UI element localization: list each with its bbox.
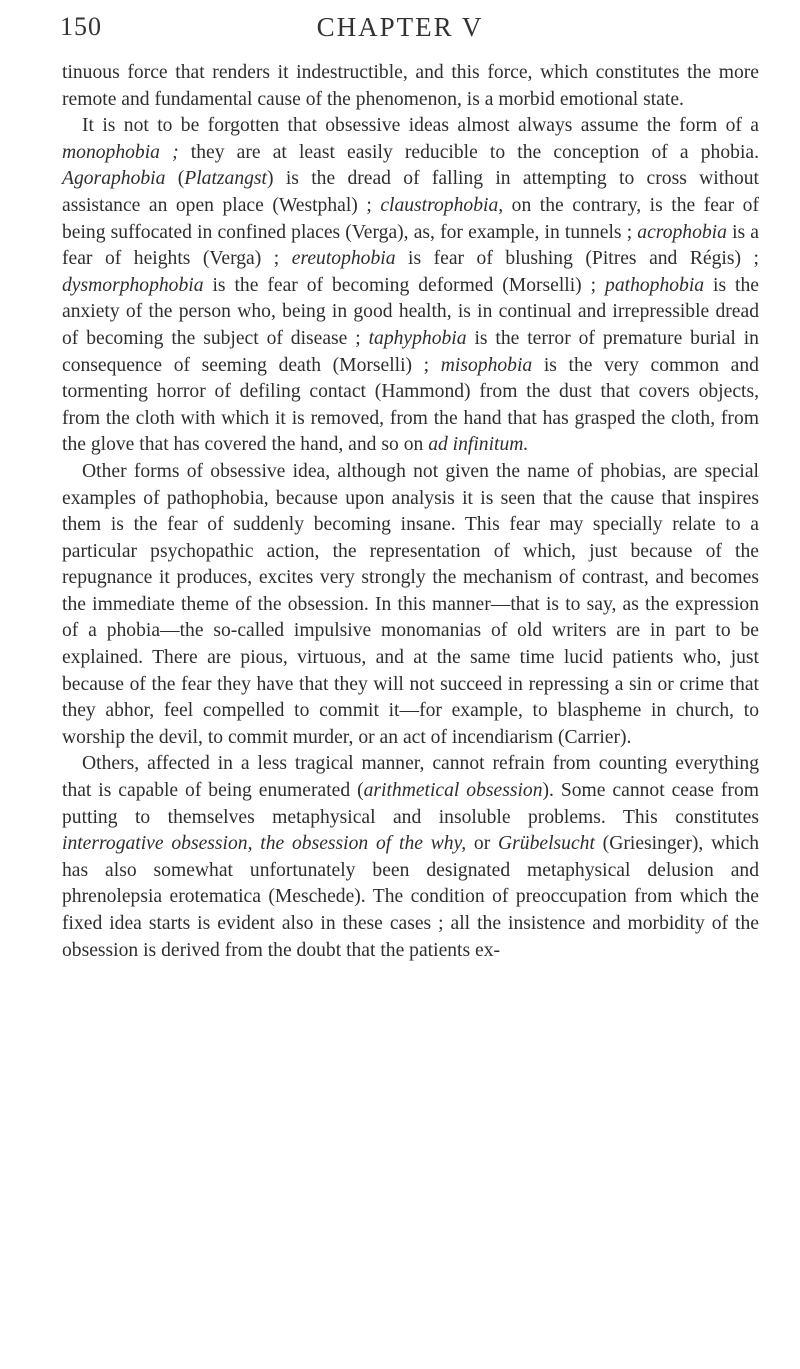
italic-term: dysmorphophobia xyxy=(62,274,204,296)
italic-term: ereutophobia xyxy=(291,248,396,270)
italic-term: acrophobia xyxy=(637,221,727,243)
italic-term: Platzangst xyxy=(184,168,268,190)
italic-term: monophobia ; xyxy=(62,141,179,163)
italic-term: misophobia xyxy=(440,354,533,376)
text-run: on the contrary, is the fear of being suffocated in confined places (Verga), as, for example, in tunnels ; xyxy=(62,194,759,243)
text-run: It is not to be forgotten that obsessive ideas almost always assume the form of a xyxy=(82,115,759,137)
text-run: Others, affected in a less tragical manner, cannot refrain from counting everything that is capable of being enumerated ( xyxy=(62,753,759,802)
running-head: CHAPTER V xyxy=(316,12,484,42)
italic-term: pathophobia xyxy=(605,274,705,296)
text-run: is the fear of becoming deformed (Morselli) ; xyxy=(203,274,606,296)
page-header xyxy=(0,10,800,50)
italic-term: arithmetical obsession xyxy=(363,780,543,802)
text-run: is the very common and tormenting horror of defiling contact (Hammond) from the dust that covers objects, from the cloth with which it is removed, from the hand that has grasped the cloth, from the glove that has covered the hand, and so on xyxy=(62,354,759,456)
text-run: ) is the dread of falling in attempting to cross without assistance an open place (Westphal) ; xyxy=(62,168,759,216)
italic-term: interrogative obsession, the obsession of the why, xyxy=(62,833,467,855)
text-run: ( xyxy=(165,168,185,190)
italic-term: claustrophobia, xyxy=(380,194,504,216)
italic-term: ad infinitum. xyxy=(428,434,529,456)
italic-term: taphyphobia xyxy=(368,327,467,349)
text-run: (Griesinger), which has also somewhat unfortunately been designated metaphysical delusion and phrenolepsia erotematica (Meschede). The condition of preoccupation from which the fixed idea starts is evident also in these cases ; all the insistence and morbidity of the obsession is derived from the doubt that the patients ex- xyxy=(62,833,759,961)
paragraph xyxy=(62,459,759,752)
text-run: is fear of blushing (Pitres and Régis) ; xyxy=(395,248,759,270)
text-run: they are at least easily reducible to the conception of a phobia. xyxy=(178,141,759,163)
italic-term: Agoraphobia xyxy=(62,168,166,190)
text-run: ). Some cannot cease from putting to themselves metaphysical and insoluble problems. This constitutes xyxy=(62,780,759,828)
text-run: is the terror of premature burial in consequence of seeming death (Morselli) ; xyxy=(62,327,759,376)
paragraph xyxy=(62,751,759,964)
italic-term: Grübelsucht xyxy=(498,833,595,855)
text-run: or xyxy=(466,833,499,855)
text-run: is a fear of heights (Verga) ; xyxy=(62,221,759,270)
paragraph xyxy=(62,60,759,113)
text-run: is the anxiety of the person who, being in good health, is in continual and irrepressible dread of becoming the subject of disease ; xyxy=(62,274,759,349)
page-number: 150 xyxy=(60,12,102,41)
text-run: Other forms of obsessive idea, although not given the name of phobias, are special examples of pathophobia, because upon analysis it is seen that the cause that inspires them is the fear of suddenly becoming insane. This fear may specially relate to a particular psychopathic action, the representation of which, just because of the repugnance it produces, excites very strongly the mechanism of contrast, and becomes the immediate theme of the obsession. In this manner—that is to say, as the expression of a phobia—the so-called impulsive monomanias of old writers are in part to be explained. There are pious, virtuous, and at the same time lucid patients who, just because of the fear they have that they will not succeed in repressing a sin or crime that they abhor, feel compelled to commit it—for example, to blaspheme in church, to worship the devil, to commit murder, or an act of incendiarism (Carrier). xyxy=(62,460,759,748)
paragraph xyxy=(62,113,759,459)
body-text xyxy=(62,60,759,964)
text-run: tinuous force that renders it indestructible, and this force, which constitutes the more remote and fundamental cause of the phenomenon, is a morbid emotional state. xyxy=(62,62,759,110)
